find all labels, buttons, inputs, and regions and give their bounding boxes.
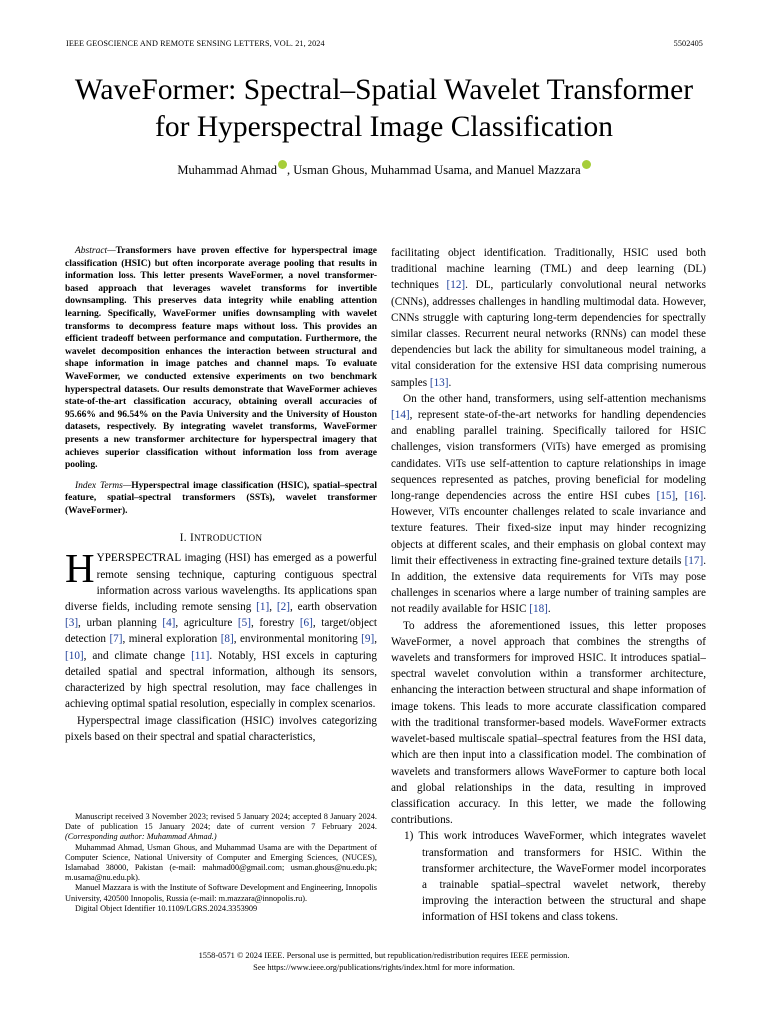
index-terms-label: Index Terms	[75, 480, 123, 491]
abstract: Abstract—Transformers have proven effective for hyperspectral image classification (HSIC) but often incorporate average pooling that results in information loss. This letter presents WaveFormer, a novel transformer-based approach that leverages wavelet transforms for invertible downsampling. This preserves data integrity while enabling attention learning. Specifically, WaveFormer unifies downsampling with wavelet transforms to decompress feature maps without loss. This provides an efficient tradeoff between performance and computation. Furthermore, the wavelet decomposition enhances the interaction between structural and shape information in image patches and channel maps. To evaluate WaveFormer, we conducted extensive experiments on two benchmark hyperspectral datasets. Our results demonstrate that WaveFormer achieves state-of-the-art classification accuracy, obtaining overall accuracies of 95.66% and 96.54% on the Pavia University and the University of Houston datasets, respectively. By integrating wavelet transforms, WaveFormer presents a new transformer architecture for hyperspectral imagery that achieves superior classification without information loss from average pooling.	[65, 246, 377, 471]
author-first: Muhammad Ahmad	[177, 163, 277, 177]
section-title-initial: I	[189, 532, 194, 545]
copyright-line: 1558-0571 © 2024 IEEE. Personal use is permitted, but republication/redistribution requires IEEE permission.	[198, 951, 570, 960]
citation-link[interactable]: [7]	[109, 633, 123, 646]
citation-link[interactable]: [1]	[256, 601, 270, 614]
body-paragraph-2: On the other hand, transformers, using self-attention mechanisms [14], represent state-of-the-art networks for handling dependencies and enabling parallel training. Specifically tailored for HSIC challenges, vision transformers (ViTs) have emerged as promising candidates. ViTs use self-attention to capture relationships in image sequences represented as patches, proving beneficial for modeling long-range dependencies across the entire HSI cubes [15], [16]. However, ViTs encounter challenges related to scale invariance and texture features. Their fixed-size input may hinder recognizing objects at different scales, and their emphasis on global context may limit their effectiveness in extracting fine-grained texture details [17]. In addition, the extensive data requirements for ViTs may pose challenges in scenarios where a large number of training samples are not readily available for HSIC [18].	[391, 392, 706, 616]
citation-link[interactable]: [12]	[446, 279, 466, 292]
footnote-affiliation-2: Manuel Mazzara is with the Institute of Software Development and Engineering, Innopolis University, 420500 Innopolis, Russia (e-mail: m.mazzara@innopolis.ru).	[65, 883, 377, 903]
copyright-notice	[0, 950, 768, 973]
citation-link[interactable]: [8]	[220, 633, 234, 646]
footnotes	[65, 812, 377, 914]
paper-title-line-1: WaveFormer: Spectral–Spatial Wavelet Transformer	[74, 74, 694, 106]
citation-link[interactable]: [10]	[65, 649, 84, 662]
citation-link[interactable]: [9]	[361, 633, 375, 646]
paper-title-line-2: for Hyperspectral Image Classification	[155, 111, 613, 143]
body-paragraph-3: To address the aforementioned issues, this letter proposes WaveFormer, a novel approach that combines the strengths of wavelets and transformers for improved HSIC. It introduces spatial–spectral wavelet convolution within a transformer architecture, enhancing the interaction between structural and shape information of image tokens. This leads to more accurate classification compared with the traditional transformer-based models. WaveFormer extracts wavelet-based multiscale spatial–spectral features from the HSI data, which are then input into a classification model. The combination of wavelets and transformers allows WaveFormer to capture both local and global relationships in the data, resulting in improved classification accuracy. In this letter, we made the following contributions.	[391, 619, 706, 827]
body-paragraph-1: facilitating object identification. Traditionally, HSIC used both traditional machine learning (TML) and deep learning (DL) techniques [12]. DL, particularly convolutional neural networks (CNNs), addresses challenges in handling multimodal data. However, CNNs struggle with capturing long-term dependencies for spectrally similar classes. Recurrent neural networks (RNNs) can model these dependencies but lack the ability for simultaneous model training, a vital consideration for the extensive HSI data comprising numerous samples [13].	[391, 247, 706, 389]
citation-link[interactable]: [11]	[191, 649, 210, 662]
section-number: I.	[179, 532, 187, 545]
intro-paragraph-1: HYPERSPECTRAL imaging (HSI) has emerged as a powerful remote sensing technique, capturing contiguous spectral information across various wavelengths. Its applications span diverse fields, including remote sensing [1], [2], earth observation [3], urban planning [4], agriculture [5], forestry [6], target/object detection [7], mineral exploration [8], environmental monitoring [9], [10], and climate change [11]. Notably, HSI excels in capturing detailed spatial and spectral information, although its sensors, characterized by high spectral resolution, may face challenges in achieving optimal spatial resolution, especially in complex scenarios.	[65, 545, 377, 711]
article-number: 5502405	[673, 39, 703, 48]
citation-link[interactable]: [2]	[276, 601, 290, 614]
citation-link[interactable]: [3]	[65, 617, 79, 630]
citation-link[interactable]: [5]	[237, 617, 251, 630]
abstract-label: Abstract	[75, 246, 108, 256]
index-terms-text: Hyperspectral image classification (HSIC), spatial–spectral feature, spatial–spectral transformers (SSTs), wavelet transformer (WaveFormer).	[65, 480, 377, 516]
right-column	[391, 245, 706, 945]
citation-link[interactable]: [17]	[684, 554, 704, 567]
citation-link[interactable]: [16]	[684, 490, 704, 503]
intro-paragraph-2: Hyperspectral image classification (HSIC) involves categorizing pixels based on their spectral and spatial characteristics,	[65, 714, 377, 743]
drop-cap: H	[65, 545, 95, 592]
orcid-icon[interactable]	[278, 160, 287, 169]
citation-link[interactable]: [13]	[429, 376, 449, 389]
orcid-icon[interactable]	[582, 160, 591, 169]
abstract-text: Transformers have proven effective for hyperspectral image classification (HSIC) but often incorporate average pooling that results in information loss. This letter presents WaveFormer, a novel transformer-based approach that leverages wavelet transforms for invertible downsampling. This preserves data integrity while enabling attention learning. Specifically, WaveFormer unifies downsampling with wavelet transforms to decompress feature maps without loss. This provides an efficient tradeoff between performance and computation. Furthermore, the wavelet decomposition enhances the interaction between structural and shape information in image patches and channel maps. To evaluate WaveFormer, we conducted extensive experiments on two benchmark hyperspectral datasets. Our results demonstrate that WaveFormer achieves state-of-the-art classification accuracy, obtaining overall accuracies of 95.66% and 96.54% on the Pavia University and the University of Houston datasets, respectively. By integrating wavelet transforms, WaveFormer presents a new transformer architecture for hyperspectral imagery that achieves superior classification without information loss from average pooling.	[65, 246, 377, 471]
footnote-doi: Digital Object Identifier 10.1109/LGRS.2024.3353909	[75, 903, 258, 913]
rights-line: See https://www.ieee.org/publications/rights/index.html for more information.	[253, 962, 515, 972]
citation-link[interactable]: [6]	[299, 617, 313, 630]
citation-link[interactable]: [14]	[391, 409, 410, 422]
contribution-list	[391, 828, 706, 925]
author-list	[0, 160, 768, 178]
footnote-manuscript: Manuscript received 3 November 2023; revised 5 January 2024; accepted 8 January 2024. Date of publication 15 January 2024; date of current version 7 February 2024. (Corresponding author: Muhammad Ahmad.)	[65, 812, 377, 842]
footnote-affiliation-1: Muhammad Ahmad, Usman Ghous, and Muhammad Usama are with the Department of Computer Science, National University of Computer and Emerging Sciences, (NUCES), Islamabad 38000, Pakistan (e-mail: mahmad00@gmail.com; usman.ghous@nu.edu.pk; m.usama@nu.edu.pk).	[65, 842, 377, 883]
journal-header: IEEE GEOSCIENCE AND REMOTE SENSING LETTERS, VOL. 21, 2024	[66, 39, 325, 48]
section-title-rest: NTRODUCTION	[193, 533, 263, 544]
citation-link[interactable]: [18]	[529, 603, 548, 616]
author-rest: , Usman Ghous, Muhammad Usama, and Manuel Mazzara	[286, 163, 581, 177]
section-heading	[65, 532, 377, 544]
list-item: 1) This work introduces WaveFormer, which integrates wavelet transformation and transformers for HSIC. Within the transformer architecture, the WaveFormer model incorporates a trainable spatial–spectral wavelet network, thereby improving the interaction between the structural and shape information of HSI tokens and class tokens.	[404, 830, 706, 924]
citation-link[interactable]: [4]	[162, 617, 176, 630]
index-terms: Index Terms—Hyperspectral image classification (HSIC), spatial–spectral feature, spatial–spectral transformers (SSTs), wavelet transformer (WaveFormer).	[65, 480, 377, 516]
citation-link[interactable]: [15]	[656, 490, 676, 503]
